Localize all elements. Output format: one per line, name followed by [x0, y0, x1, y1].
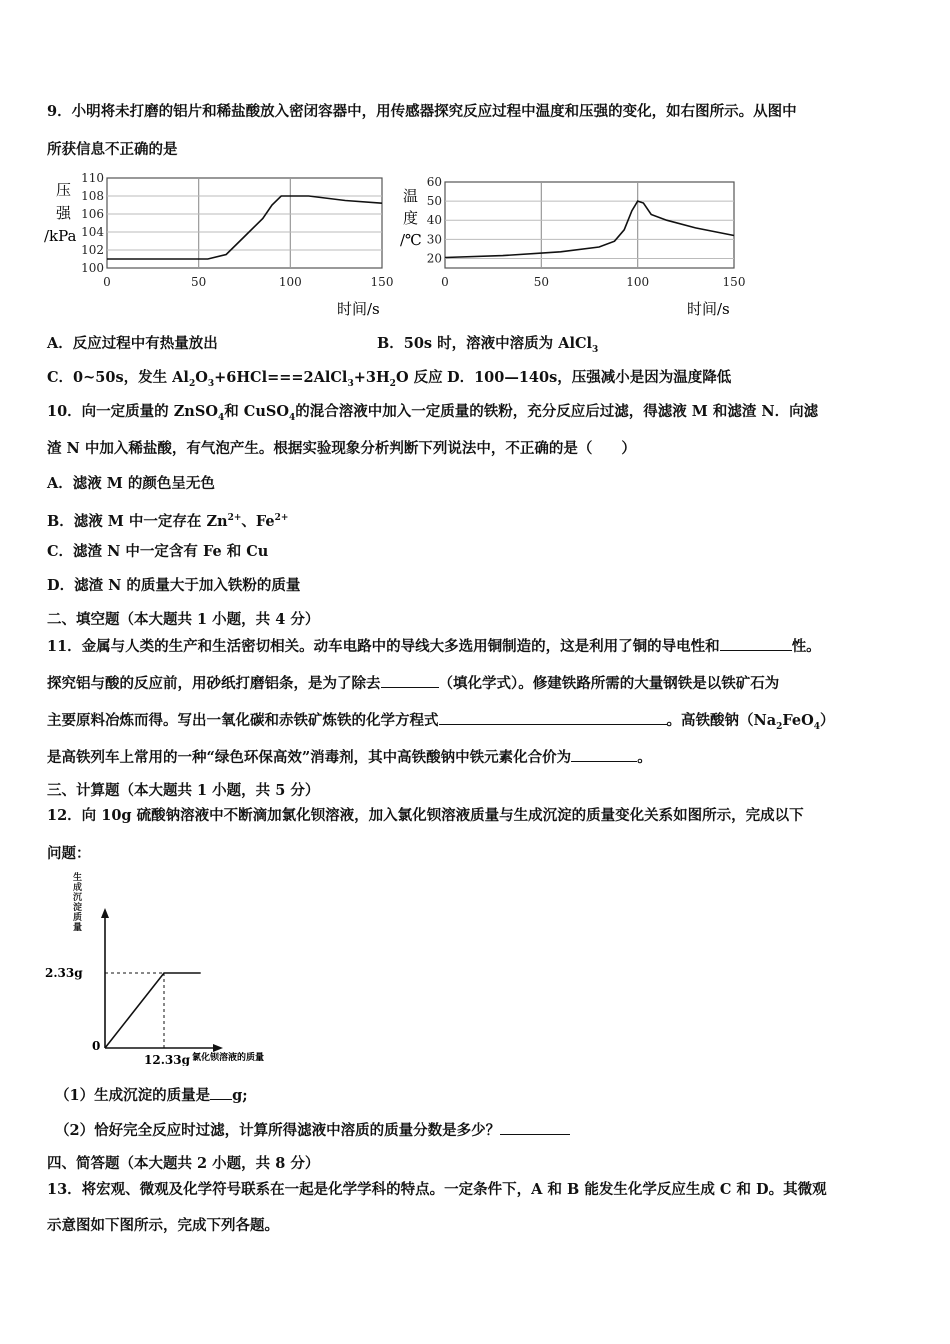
pressure-chart: [40, 168, 400, 318]
section-4-heading: 四、简答题（本大题共 2 小题，共 8 分）: [47, 1155, 320, 1172]
precipitate-ylabel: [73, 871, 82, 933]
temperature-ylabel-2: 度: [403, 209, 419, 227]
precipitate-ylabel-char: 沉: [73, 893, 83, 903]
q10-line1: 10．向一定质量的 ZnSO$_4$和 CuSO$_4$的混合溶液中加入一定质量的铁粉，充分反应后过滤，得滤液 M 和滤渣 N．向滤: [47, 403, 819, 423]
temperature-ylabel: [400, 187, 422, 249]
y-tick-label: 104: [81, 225, 104, 239]
precipitate-chart: [40, 866, 310, 1066]
q9-line1: 9．小明将未打磨的铝片和稀盐酸放入密闭容器中，用传感器探究反应过程中温度和压强的变化，如右图所示。从图中: [47, 103, 797, 120]
precipitate-ylabel-char: 淀: [73, 903, 83, 913]
pressure-ylabel: [44, 181, 77, 245]
precipitate-origin: 0: [92, 1039, 101, 1053]
q10-line2: 渣 N 中加入稀盐酸，有气泡产生。根据实验现象分析判断下列说法中，不正确的是（ ）: [47, 440, 636, 457]
temperature-ylabel-3: /℃: [400, 231, 422, 249]
precipitate-ytick: 2.33g: [45, 966, 83, 980]
x-tick-label: 100: [278, 275, 302, 289]
q9-option-a: A．反应过程中有热量放出: [47, 335, 218, 352]
y-tick-label: 108: [81, 189, 104, 203]
y-tick-label: 60: [426, 175, 442, 189]
y-tick-label: 20: [426, 251, 442, 266]
y-tick-label: 106: [81, 207, 104, 221]
q11-line3: 主要原料冶炼而得。写出一氧化碳和赤铁矿炼铁的化学方程式 。高铁酸钠$(Na_2FeO_4)$: [47, 712, 835, 732]
q12-sub2: （2）恰好完全反应时过滤，计算所得滤液中溶质的质量分数是多少？: [55, 1120, 570, 1141]
temperature-curve: [445, 201, 734, 257]
x-tick-label: 0: [103, 275, 111, 289]
temperature-xlabel: 时间/s: [687, 300, 730, 318]
q13-line1: 13．将宏观、微观及化学符号联系在一起是化学学科的特点。一定条件下，A 和 B 能发生化学反应生成 C 和 D。其微观: [47, 1181, 827, 1198]
x-tick-label: 100: [626, 275, 650, 289]
chart-frame: [107, 178, 382, 268]
chart-frame: [445, 182, 734, 268]
y-tick-label: 30: [426, 232, 442, 247]
x-tick-label: 50: [533, 275, 549, 289]
precipitate-ylabel-char: 质: [73, 913, 83, 923]
q10-option-c: C．滤渣 N 中一定含有 Fe 和 Cu: [47, 543, 269, 560]
q11-line2: 探究铝与酸的反应前，用砂纸打磨铝条，是为了除去 （填化学式）。修建铁路所需的大量钢铁是以铁矿石为: [47, 675, 780, 692]
precipitate-curve: [105, 973, 201, 1048]
x-tick-label: 50: [191, 275, 207, 289]
x-tick-label: 150: [370, 275, 394, 289]
precipitate-y-arrow: [101, 908, 109, 918]
temperature-ylabel-1: 温: [403, 187, 419, 205]
q12-blank-2[interactable]: [500, 1120, 570, 1135]
x-tick-label: 150: [722, 275, 746, 289]
precipitate-ylabel-char: 量: [73, 923, 83, 933]
q11-blank-1[interactable]: [720, 636, 792, 651]
section-2-heading: 二、填空题（本大题共 1 小题，共 4 分）: [47, 611, 320, 628]
y-tick-label: 40: [426, 213, 442, 228]
precipitate-xlabel: 氯化钡溶液的质量: [192, 1053, 265, 1063]
q9-line2: 所获信息不正确的是: [47, 141, 178, 158]
x-tick-label: 0: [441, 275, 449, 289]
y-tick-label: 110: [81, 171, 104, 185]
q12-line1: 12．向 10g 硫酸钠溶液中不断滴加氯化钡溶液，加入氯化钡溶液质量与生成沉淀的质量变化关系如图所示，完成以下: [47, 807, 804, 824]
precipitate-ylabel-char: 成: [73, 883, 83, 893]
q10-option-d: D．滤渣 N 的质量大于加入铁粉的质量: [47, 577, 301, 594]
q9-option-d: D．100—140s，压强减小是因为温度降低: [447, 369, 732, 386]
q12-sub1: （1）生成沉淀的质量是 g;: [55, 1087, 248, 1104]
q12-blank-1[interactable]: [210, 1085, 232, 1100]
q11-line4: 是高铁列车上常用的一种“绿色环保高效”消毒剂，其中高铁酸钠中铁元素化合价为 。: [47, 749, 652, 766]
precipitate-xtick: 12.33g: [144, 1053, 190, 1066]
pressure-ylabel-1: 压: [56, 181, 72, 199]
q9-option-b: B．50s 时，溶液中溶质为 AlCl$_3$: [377, 335, 599, 355]
q13-line2: 示意图如下图所示，完成下列各题。: [47, 1217, 279, 1234]
q9-option-c: C．0~50s，发生 $Al_2O_3+6HCl===2AlCl_3+3H_2O$ 反应: [47, 369, 443, 389]
y-tick-label: 50: [426, 194, 442, 209]
q11-blank-2[interactable]: [381, 673, 439, 688]
pressure-xlabel: 时间/s: [337, 300, 380, 318]
precipitate-ylabel-char: 生: [73, 873, 83, 883]
temperature-chart: [400, 168, 750, 318]
pressure-ylabel-2: 强: [56, 204, 72, 222]
y-tick-label: 100: [81, 261, 104, 275]
pressure-ylabel-3: /kPa: [44, 227, 77, 245]
q12-line2: 问题：: [47, 845, 91, 862]
q11-blank-4[interactable]: [571, 747, 637, 762]
q10-option-a: A．滤液 M 的颜色呈无色: [47, 475, 215, 492]
y-tick-label: 102: [81, 243, 104, 257]
q11-blank-3[interactable]: [439, 710, 667, 725]
precipitate-x-arrow: [213, 1044, 223, 1052]
q11-line1: 11．金属与人类的生产和生活密切相关。动车电路中的导线大多选用铜制造的，这是利用了铜的导电性和 性。: [47, 638, 821, 655]
section-3-heading: 三、计算题（本大题共 1 小题，共 5 分）: [47, 782, 320, 799]
precipitate-ylabel-text: [73, 871, 82, 933]
q10-option-b: B．滤液 M 中一定存在 $Zn^{2+}$、$Fe^{2+}$: [47, 512, 289, 530]
